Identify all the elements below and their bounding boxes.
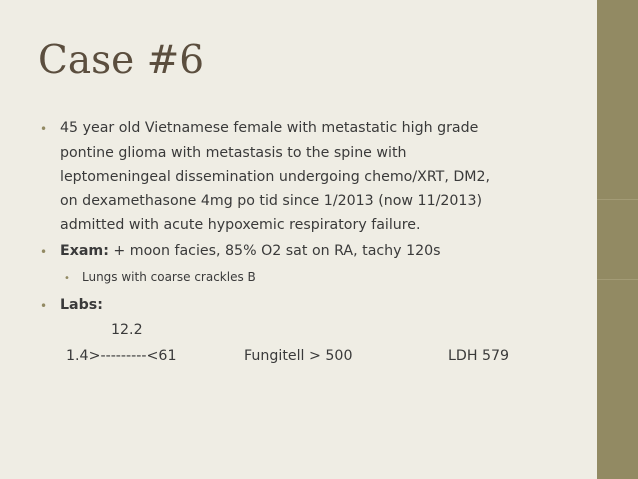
exam-sub-line: Lungs with coarse crackles B bbox=[82, 270, 256, 284]
labs-label: Labs: bbox=[60, 297, 103, 313]
labs-line bbox=[60, 298, 103, 312]
case-line-2: pontine glioma with metastasis to the spine with bbox=[60, 145, 407, 161]
sidebar-segment bbox=[597, 279, 638, 479]
labs-fungitell: Fungitell > 500 bbox=[244, 348, 353, 364]
bullet-marker: • bbox=[40, 122, 48, 136]
exam-label: Exam: bbox=[60, 243, 109, 259]
sub-bullet-marker: • bbox=[64, 273, 70, 284]
case-line-4: on dexamethasone 4mg po tid since 1/2013 (now 11/2013) bbox=[60, 193, 483, 209]
exam-line bbox=[60, 244, 441, 258]
exam-text: + moon facies, 85% O2 sat on RA, tachy 120s bbox=[108, 243, 441, 259]
bullet-marker: • bbox=[40, 299, 48, 313]
labs-top-value: 12.2 bbox=[111, 322, 143, 338]
labs-left-value: 1.4>---------<61 bbox=[66, 348, 177, 364]
case-line-1: 45 year old Vietnamese female with metastatic high grade bbox=[60, 120, 479, 136]
sidebar-segment bbox=[597, 199, 638, 280]
slide-title: Case #6 bbox=[38, 38, 205, 83]
accent-sidebar bbox=[597, 0, 638, 479]
bullet-marker: • bbox=[40, 245, 48, 259]
case-line-5: admitted with acute hypoxemic respiratory failure. bbox=[60, 217, 421, 233]
labs-ldh: LDH 579 bbox=[448, 348, 510, 364]
case-line-3: leptomeningeal dissemination undergoing chemo/XRT, DM2, bbox=[60, 169, 491, 185]
